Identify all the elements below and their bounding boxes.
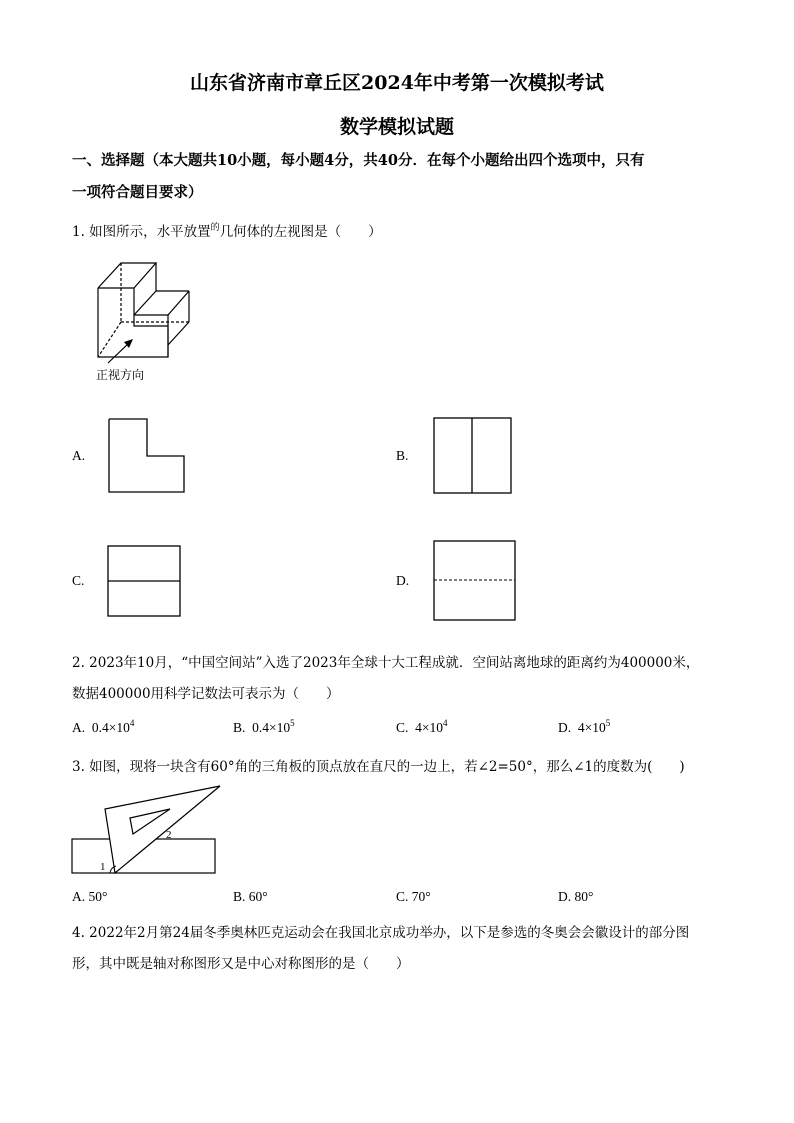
question-2-option-d-label: D. [558, 720, 572, 735]
question-1-option-a-label: A. [72, 448, 86, 463]
section-heading-line2: 一项符合题目要求） [72, 184, 203, 201]
question-2-option-b [233, 718, 295, 736]
question-1-option-b-figure [433, 417, 513, 495]
question-2-stem-line2: 数据400000用科学记数法可表示为（ ） [72, 686, 340, 702]
question-1-stem [72, 220, 382, 240]
question-3-option-c: C. 70° [396, 889, 431, 904]
question-1-option-d-figure [433, 540, 517, 622]
question-1-option-c-label: C. [72, 573, 85, 588]
section-heading-line1: 一、选择题（本大题共10小题，每小题4分，共40分．在每个小题给出四个选项中，只有 [72, 152, 645, 169]
question-3-angle-1-label: 1 [100, 861, 106, 873]
question-2-option-c [396, 718, 448, 736]
question-4-stem-line2: 形，其中既是轴对称图形又是中心对称图形的是（ ） [72, 956, 410, 972]
question-3-figure [70, 784, 225, 876]
question-1-stem-part-b: 几何体的左视图是（ ） [219, 224, 382, 240]
question-3-option-b: B. 60° [233, 889, 268, 904]
question-4-stem-line1: 4. 2022年2月第24届冬季奥林匹克运动会在我国北京成功举办，以下是参选的冬奥会会徽设计的部分图 [72, 925, 690, 941]
question-2-option-b-label: B. [233, 720, 246, 735]
question-1-option-a-figure [108, 418, 186, 494]
question-3-option-a: A. 50° [72, 889, 108, 904]
question-1-stem-part-a: 1. 如图所示，水平放置 [72, 224, 211, 240]
question-3-option-d: D. 80° [558, 889, 594, 904]
question-1-option-c-figure [107, 545, 183, 618]
question-2-option-c-base: 4×10 [415, 720, 444, 735]
question-2-option-c-label: C. [396, 720, 409, 735]
question-2-option-b-exp: 5 [290, 718, 295, 728]
question-2-option-b-base: 0.4×10 [252, 720, 291, 735]
question-2-option-d [558, 718, 610, 736]
question-1-option-b-label: B. [396, 448, 409, 463]
page-subtitle: 数学模拟试题 [339, 116, 454, 138]
question-2-option-c-exp: 4 [443, 718, 448, 728]
question-2-stem-line1: 2. 2023年10月，“中国空间站”入选了2023年全球十大工程成就．空间站离地球的距离约为400000米， [72, 655, 700, 671]
question-2-option-a-label: A. [72, 720, 86, 735]
question-1-stem-small-char: 的 [210, 223, 220, 233]
question-2-option-a-exp: 4 [129, 718, 135, 728]
question-1-figure-caption: 正视方向 [96, 368, 145, 382]
question-2-option-a-base: 0.4×10 [91, 720, 130, 735]
question-3-stem: 3. 如图，现将一块含有60°角的三角板的顶点放在直尺的一边上，若∠2=50°，那么∠1的度数为( ) [72, 759, 685, 775]
question-2-option-a [72, 718, 134, 736]
question-3-angle-2-label: 2 [166, 829, 172, 841]
question-2-option-d-base: 4×10 [577, 720, 606, 735]
question-1-option-d-label: D. [396, 573, 410, 588]
question-2-option-d-exp: 5 [605, 718, 611, 728]
question-1-solid-figure [90, 255, 200, 365]
page-title: 山东省济南市章丘区2024年中考第一次模拟考试 [190, 72, 604, 94]
